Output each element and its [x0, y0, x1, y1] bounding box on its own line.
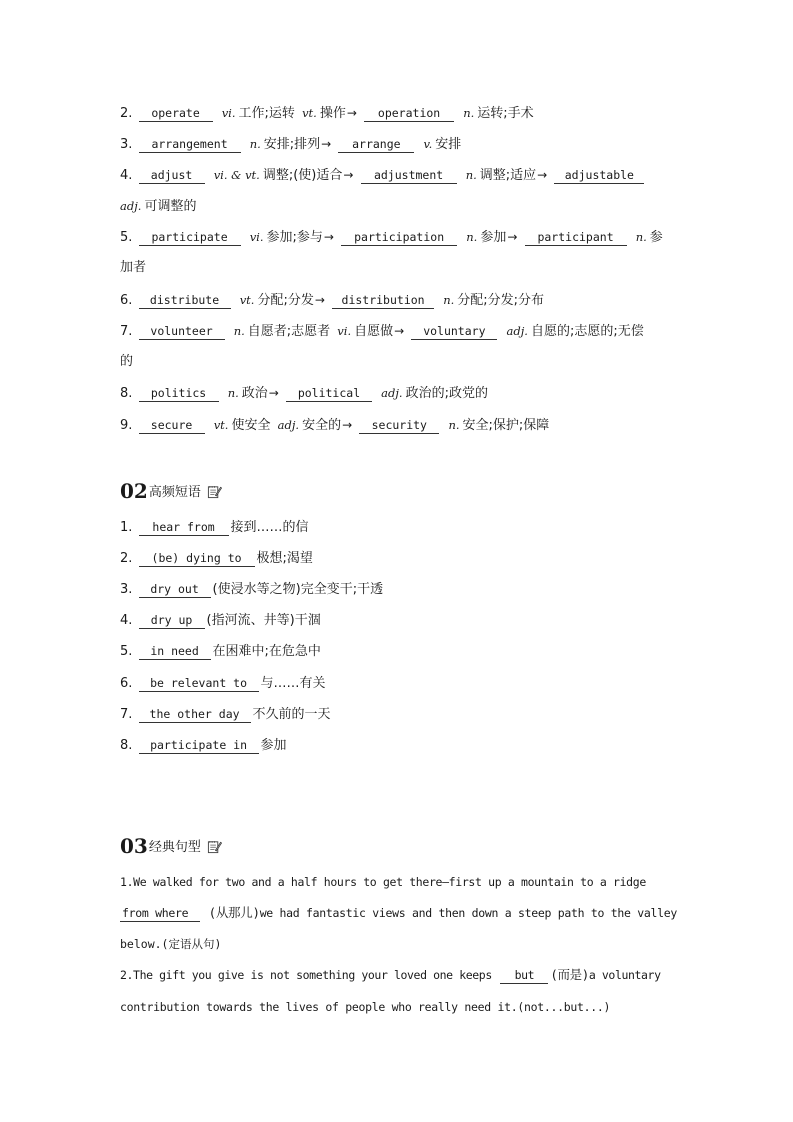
translation: 政治 [241, 386, 268, 401]
translation: 自愿者;志愿者 [247, 324, 331, 339]
phrase-item-7 [120, 706, 683, 724]
translation: 的 [120, 354, 134, 369]
hint-text: (从那儿) [208, 905, 260, 920]
translation: 参 [649, 230, 663, 245]
vocab-item-5 [120, 228, 683, 247]
answer-blank: volunteer [139, 324, 225, 340]
translation: 安全;保护;保障 [462, 418, 550, 433]
arrow-icon: → [321, 137, 332, 151]
phrase-item-5 [120, 643, 683, 661]
arrow-icon: → [323, 230, 334, 244]
answer-blank: adjust [139, 168, 205, 184]
sentence-2-line-1 [120, 966, 683, 984]
arrow-icon: → [507, 230, 518, 244]
answer-blank: arrange [338, 137, 414, 153]
part-of-speech: n. [249, 137, 261, 151]
answer-blank: operation [364, 106, 454, 122]
translation: 操作 [319, 106, 346, 121]
translation: 分配;分发;分布 [457, 293, 545, 308]
vocab-item-7-continued [120, 353, 683, 371]
translation: 调整;适应 [479, 168, 537, 183]
arrow-icon: → [394, 324, 405, 338]
arrow-icon: → [346, 106, 357, 120]
item-number: 2. [120, 551, 133, 566]
translation: 运转;手术 [477, 106, 534, 121]
translation: (指河流、井等)干涸 [206, 613, 321, 628]
item-number: 8. [120, 386, 133, 401]
translation: 工作;运转 [238, 106, 295, 121]
phrase-item-1 [120, 519, 683, 537]
arrow-icon: → [343, 168, 354, 182]
answer-blank: hear from [139, 520, 229, 536]
notepad-pencil-icon [207, 839, 222, 854]
vocab-item-7 [120, 322, 683, 341]
vocab-item-8 [120, 384, 683, 403]
part-of-speech: n. [443, 293, 455, 307]
arrow-icon: → [268, 386, 279, 400]
item-number: 3. [120, 582, 133, 597]
part-of-speech: n. [466, 230, 478, 244]
translation: 安排 [435, 137, 462, 152]
translation: 自愿的;志愿的;无偿 [530, 324, 644, 339]
arrow-icon: → [314, 293, 325, 307]
part-of-speech: n. [233, 324, 245, 338]
part-of-speech: adj. [120, 199, 142, 213]
item-number: 6. [120, 676, 133, 691]
arrow-icon: → [537, 168, 548, 182]
sentence-2-line-2: contribution towards the lives of people who really need it.(not...but...) [120, 1000, 611, 1014]
translation: 极想;渴望 [256, 551, 313, 566]
answer-blank: secure [139, 418, 205, 434]
answer-blank: dry up [139, 613, 205, 629]
sentence-text: 2.The gift you give is not something your loved one keeps [120, 968, 492, 982]
item-number: 3. [120, 137, 133, 152]
hint-text: (而是) [550, 967, 589, 982]
part-of-speech: n. [635, 230, 647, 244]
translation: 在困难中;在危急中 [212, 644, 321, 659]
part-of-speech: adj. [277, 418, 300, 432]
item-number: 1. [120, 520, 133, 535]
answer-blank: participant [525, 230, 627, 246]
part-of-speech: n. [465, 168, 477, 182]
item-number: 7. [120, 324, 133, 339]
answer-blank: distribution [332, 293, 434, 309]
translation: 政治的;政党的 [405, 386, 488, 401]
part-of-speech: vi. [221, 106, 236, 120]
answer-blank: security [359, 418, 439, 434]
part-of-speech: vt. [239, 293, 255, 307]
section-number: 02 [120, 479, 148, 503]
answer-blank: dry out [139, 582, 211, 598]
translation: 使安全 [231, 418, 271, 433]
answer-blank: adjustable [554, 168, 644, 184]
translation: 调整;(使)适合 [262, 168, 343, 183]
part-of-speech: vt. [213, 418, 229, 432]
item-number: 9. [120, 418, 133, 433]
answer-blank: the other day [139, 707, 251, 723]
answer-blank: participation [341, 230, 457, 246]
vocab-item-9 [120, 416, 683, 435]
vocab-item-2 [120, 104, 683, 123]
translation: 参加 [480, 230, 507, 245]
answer-blank: political [286, 386, 372, 402]
phrase-item-4 [120, 612, 683, 630]
answer-blank: participate in [139, 738, 259, 754]
vocab-item-4 [120, 166, 683, 185]
answer-blank: arrangement [139, 137, 241, 153]
sentence-text: a voluntary [588, 968, 661, 982]
item-number: 2. [120, 106, 133, 121]
sentence-text: we had fantastic views and then down a steep path to the valley [259, 906, 677, 920]
answer-blank: distribute [139, 293, 231, 309]
notepad-pencil-icon [207, 484, 222, 499]
translation: (使浸水等之物)完全变干;干透 [212, 582, 384, 597]
item-number: 8. [120, 738, 133, 753]
translation: 参加;参与 [266, 230, 323, 245]
part-of-speech: n. [463, 106, 475, 120]
part-of-speech: adj. [506, 324, 528, 338]
vocab-item-4-continued [120, 197, 683, 216]
item-number: 5. [120, 644, 133, 659]
translation: 安全的 [302, 418, 342, 433]
vocab-item-5-continued [120, 259, 683, 277]
part-of-speech: vt. [302, 106, 317, 120]
part-of-speech: vi. [337, 324, 352, 338]
answer-blank: in need [139, 644, 211, 660]
answer-blank: from where [120, 906, 200, 922]
answer-blank: politics [139, 386, 219, 402]
translation: 可调整的 [144, 199, 197, 214]
section-number: 03 [120, 834, 148, 858]
phrase-item-3 [120, 581, 683, 599]
translation: 不久前的一天 [252, 707, 331, 722]
phrase-item-2 [120, 550, 683, 568]
sentence-1-line-2 [120, 904, 683, 922]
part-of-speech: adj. [381, 386, 403, 400]
translation: 与……有关 [260, 676, 326, 691]
translation: 接到……的信 [230, 520, 309, 535]
translation: 安排;排列 [263, 137, 321, 152]
section-heading-sentences [120, 833, 222, 857]
answer-blank: participate [139, 230, 241, 246]
answer-blank: but [500, 968, 548, 984]
item-number: 6. [120, 293, 133, 308]
vocab-item-6 [120, 291, 683, 310]
part-of-speech: vi. & vt. [213, 168, 260, 182]
translation: 加者 [120, 260, 147, 275]
answer-blank: adjustment [361, 168, 457, 184]
part-of-speech: n. [227, 386, 239, 400]
answer-blank: be relevant to [139, 676, 259, 692]
part-of-speech: v. [423, 137, 433, 151]
part-of-speech: n. [448, 418, 460, 432]
answer-blank: voluntary [411, 324, 497, 340]
phrase-item-6 [120, 675, 683, 693]
translation: 参加 [260, 738, 287, 753]
answer-blank: (be) dying to [139, 551, 255, 567]
translation: 分配;分发 [257, 293, 314, 308]
phrase-item-8 [120, 737, 683, 755]
item-number: 4. [120, 168, 133, 183]
item-number: 4. [120, 613, 133, 628]
section-heading-phrases [120, 478, 222, 502]
translation: 自愿做 [354, 324, 394, 339]
section-title: 高频短语 [148, 485, 201, 500]
item-number: 5. [120, 230, 133, 245]
vocab-item-3 [120, 135, 683, 154]
part-of-speech: vi. [249, 230, 264, 244]
sentence-1-line-1: 1.We walked for two and a half hours to get there—first up a mountain to a ridge [120, 875, 646, 889]
answer-blank: operate [139, 106, 213, 122]
section-title: 经典句型 [148, 840, 201, 855]
sentence-1-line-3: below.(定语从句) [120, 937, 222, 951]
arrow-icon: → [342, 418, 353, 432]
item-number: 7. [120, 707, 133, 722]
